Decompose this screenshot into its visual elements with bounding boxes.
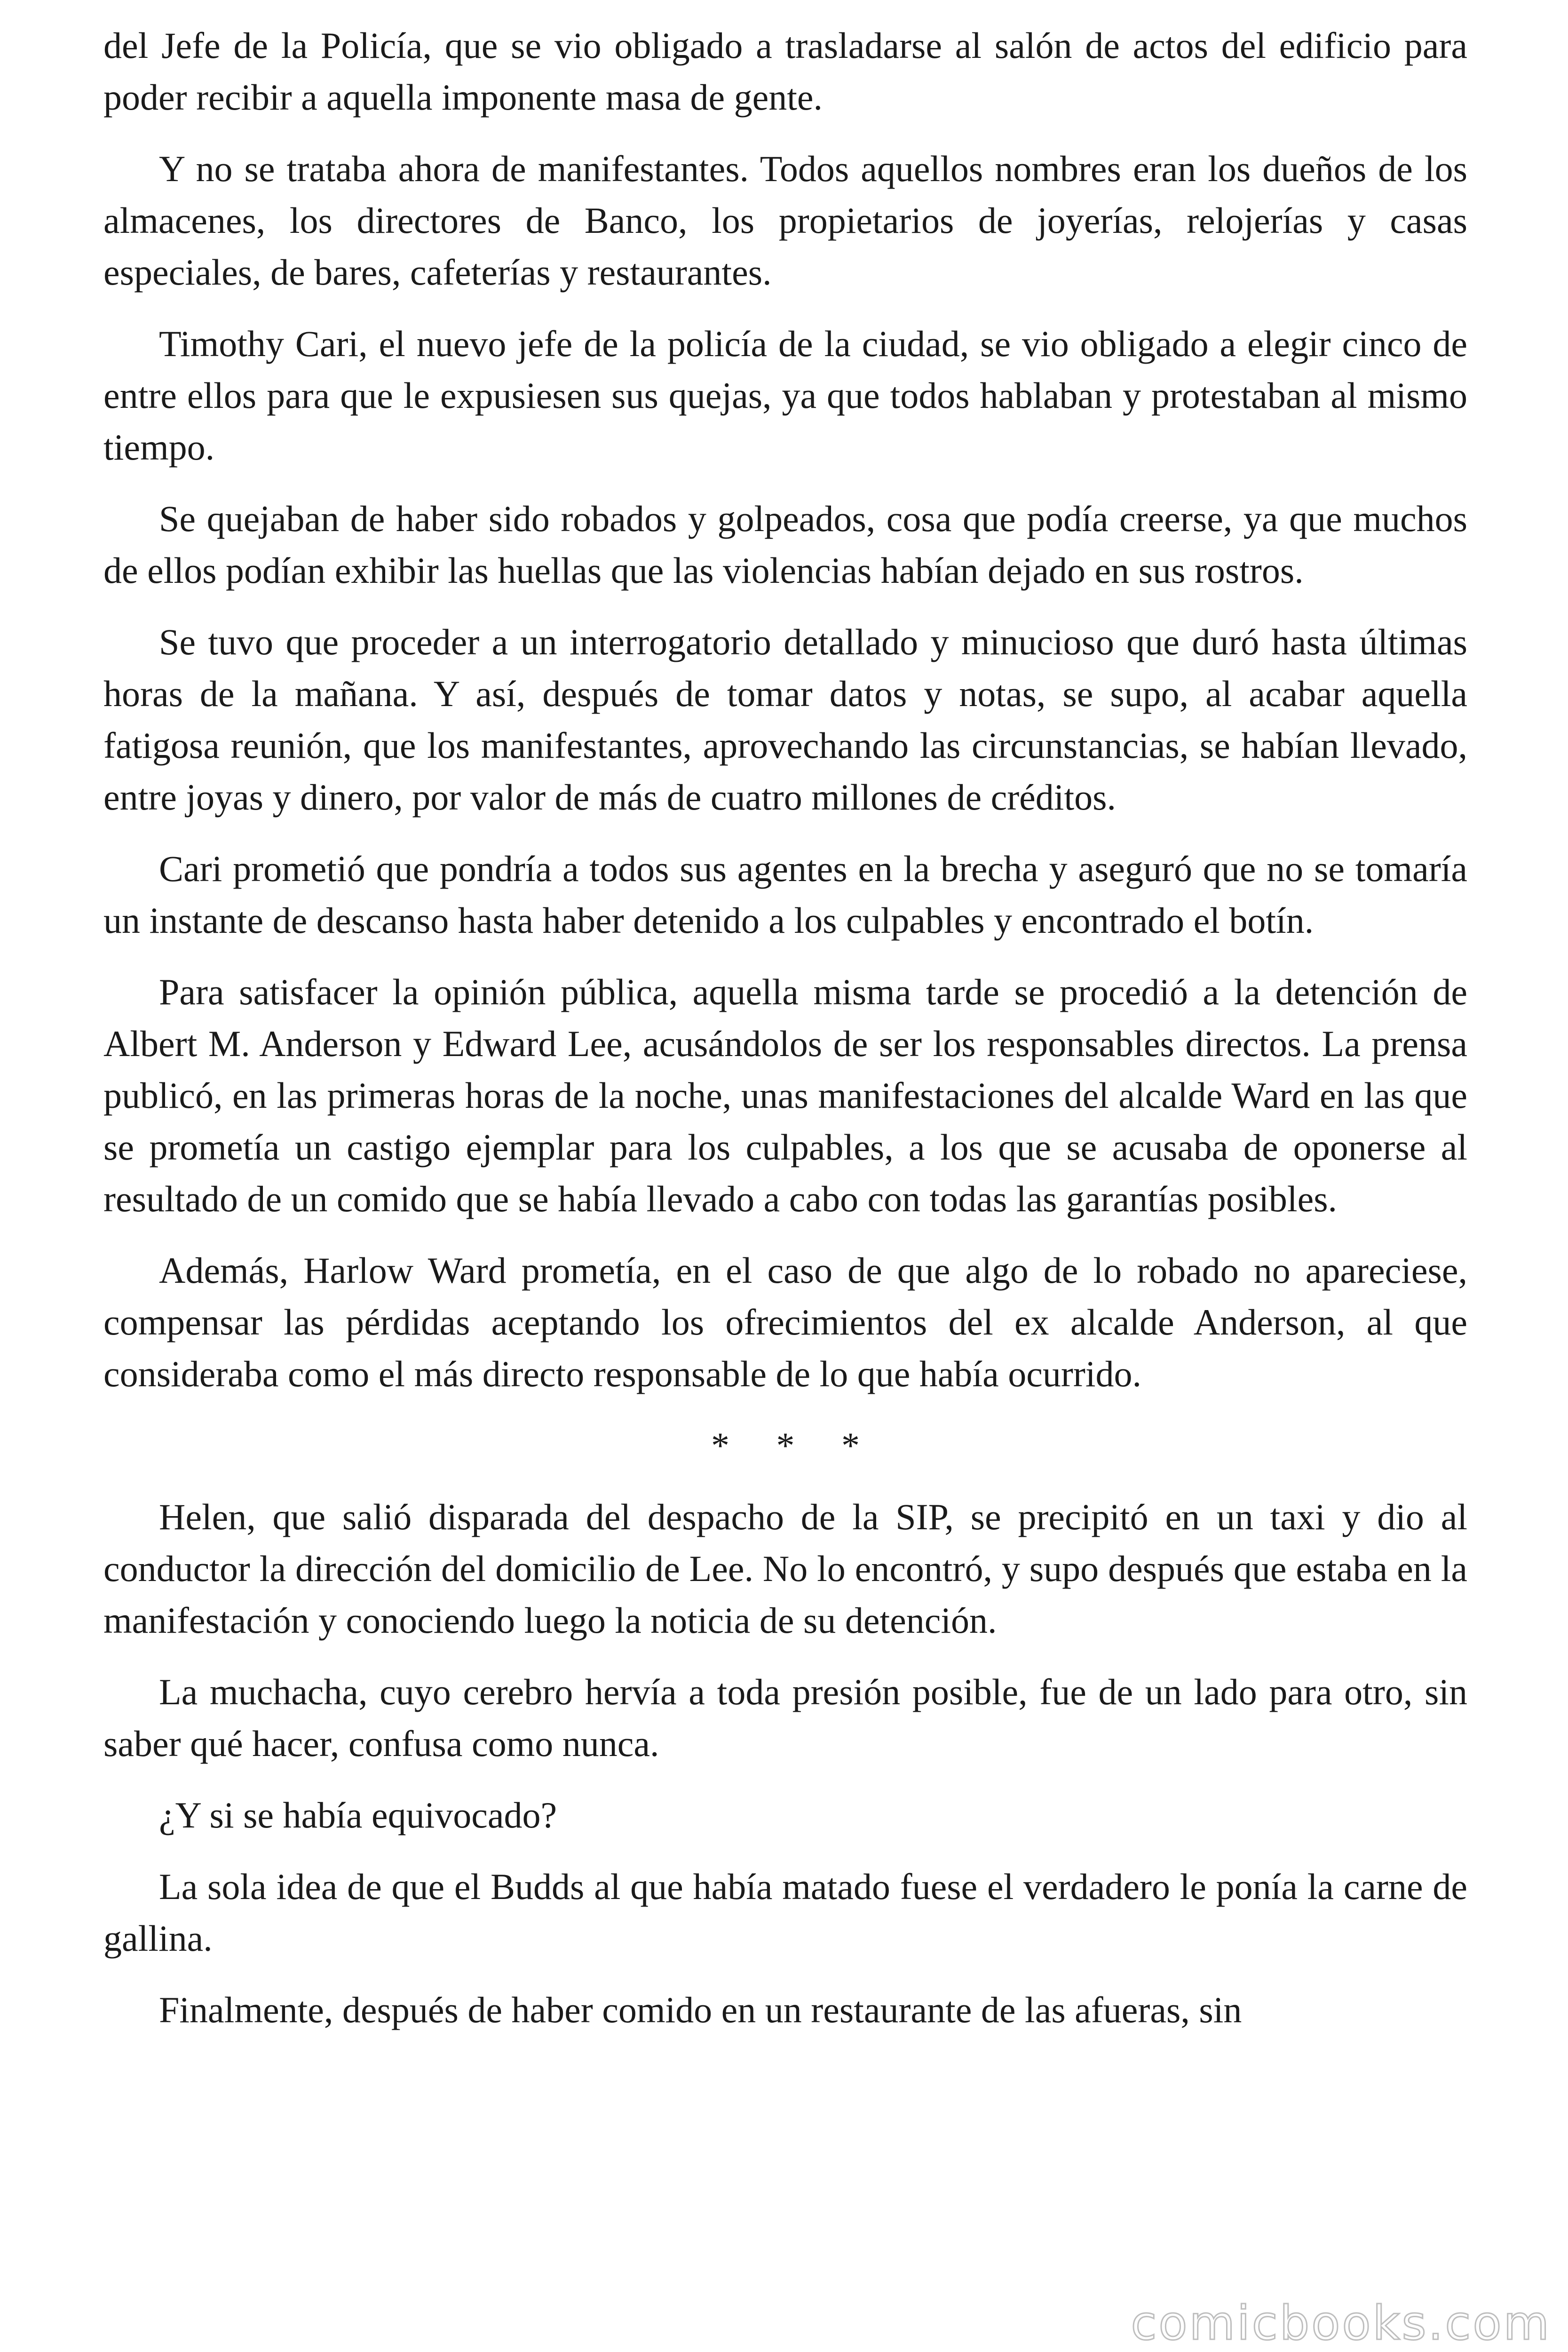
paragraph: La muchacha, cuyo cerebro hervía a toda presión posible, fue de un lado para otro, sin saber qué hacer, confusa como nunca. <box>103 1671 1467 1764</box>
paragraph: Se tuvo que proceder a un interrogatorio detallado y minucioso que duró hasta últimas horas de la mañana. Y así, después de tomar datos y notas, se supo, al acabar aquella fatigosa reunión, que los manifestantes, aprovechando las circunstancias, se habían llevado, entre joyas y dinero, por valor de más de cuatro millones de créditos. <box>103 621 1467 818</box>
paragraph: Para satisfacer la opinión pública, aquella misma tarde se procedió a la detención de Albert M. Anderson y Edward Lee, acusándolos de ser los responsables directos. La prensa publicó, en las primeras horas de la noche, unas manifestaciones del alcalde Ward en las que se prometía un castigo ejemplar para los culpables, a los que se acusaba de oponerse al resultado de un comido que se había llevado a cabo con todas las garantías posibles. <box>103 971 1467 1219</box>
paragraph: La sola idea de que el Budds al que había matado fuese el verdadero le ponía la carne de gallina. <box>103 1866 1467 1959</box>
paragraph: Finalmente, después de haber comido en un restaurante de las afueras, sin <box>159 1989 1242 2030</box>
page-text <box>103 20 1467 2056</box>
paragraph: Además, Harlow Ward prometía, en el caso de que algo de lo robado no apareciese, compensar las pérdidas aceptando los ofrecimientos del ex alcalde Anderson, al que consideraba como el más directo responsable de lo que había ocurrido. <box>103 1250 1467 1394</box>
watermark: comicbooks.com <box>1131 2296 1551 2351</box>
paragraph: Se quejaban de haber sido robados y golpeados, cosa que podía creerse, ya que muchos de ellos podían exhibir las huellas que las violencias habían dejado en sus rostros. <box>103 498 1467 591</box>
paragraph: Helen, que salió disparada del despacho de la SIP, se precipitó en un taxi y dio al conductor la dirección del domicilio de Lee. No lo encontró, y supo después que estaba en la manifestación y conociendo luego la noticia de su detención. <box>103 1496 1467 1641</box>
section-separator: * * * <box>711 1425 879 1466</box>
paragraph: Cari prometió que pondría a todos sus agentes en la brecha y aseguró que no se tomaría un instante de descanso hasta haber detenido a los culpables y encontrado el botín. <box>103 848 1467 941</box>
paragraph: del Jefe de la Policía, que se vio obligado a trasladarse al salón de actos del edificio para poder recibir a aquella imponente masa de gente. <box>103 25 1467 118</box>
paragraph: ¿Y si se había equivocado? <box>159 1795 557 1836</box>
paragraph: Y no se trataba ahora de manifestantes. Todos aquellos nombres eran los dueños de los almacenes, los directores de Banco, los propietarios de joyerías, relojerías y casas especiales, de bares, cafeterías y restaurantes. <box>103 148 1467 293</box>
paragraph: Timothy Cari, el nuevo jefe de la policía de la ciudad, se vio obligado a elegir cinco de entre ellos para que le expusiesen sus quejas, ya que todos hablaban y protestaban al mismo tiempo. <box>103 323 1467 468</box>
